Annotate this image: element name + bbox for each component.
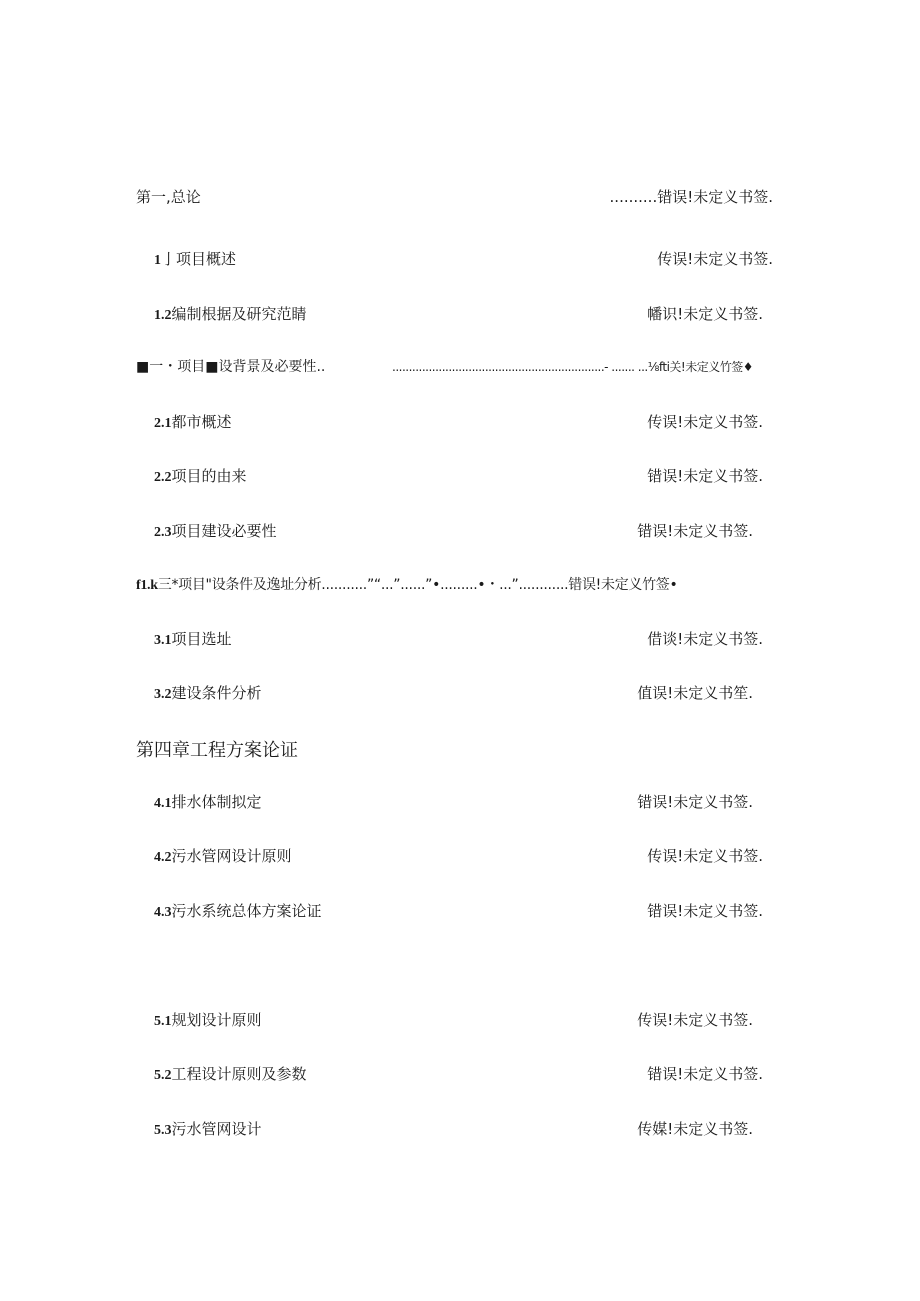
toc-section-text: 污水管网设计原则 (171, 847, 292, 865)
toc-page-ref: 值误!未定义书笙. (637, 684, 753, 702)
toc-section-text: 项目建设必要性 (171, 522, 277, 540)
toc-section-title[interactable] (154, 1062, 307, 1088)
toc-section-number: 3.2 (154, 687, 172, 702)
toc-section-number: 4.3 (154, 905, 172, 920)
toc-section-title[interactable] (154, 1008, 262, 1034)
toc-entry-5-3 (154, 1117, 753, 1141)
toc-section-text: 工程设计原则及参数 (171, 1065, 307, 1083)
toc-chapter-title[interactable]: 第一,总论 (136, 188, 201, 206)
toc-section-title[interactable] (154, 519, 277, 545)
toc-chapter-title[interactable]: 第四章工程方案论证 (136, 740, 298, 761)
toc-entry-2-3 (154, 519, 753, 543)
toc-section-text: 项目的由来 (171, 467, 247, 485)
toc-section-text: 污水系统总体方案论证 (171, 902, 322, 920)
toc-entry-4-3 (154, 899, 763, 923)
toc-section-number: 5.1 (154, 1014, 172, 1029)
toc-section-title[interactable] (154, 899, 322, 925)
toc-page-ref: 传误!未定义书签. (637, 1011, 753, 1029)
toc-chapter-title[interactable] (136, 573, 677, 598)
toc-entry-4-2 (154, 844, 763, 868)
toc-entry-chapter-2 (136, 355, 753, 379)
toc-chapter-number: f1.k (136, 578, 158, 593)
toc-section-text: 项目选址 (171, 630, 232, 648)
toc-section-text: 建设条件分析 (171, 684, 262, 702)
toc-section-number: 2.2 (154, 470, 172, 485)
toc-page-ref: ................................................................- ....... ...⅛fti关!未定义竹签♦ (392, 360, 753, 374)
toc-section-number: 1 (154, 253, 161, 268)
toc-section-title[interactable] (154, 627, 232, 653)
toc-section-title[interactable] (154, 681, 262, 707)
toc-entry-chapter-3 (136, 573, 766, 597)
toc-section-number: 4.2 (154, 850, 172, 865)
toc-page-ref: 错误!未定义书签. (637, 793, 753, 811)
toc-section-text: 规划设计原则 (171, 1011, 262, 1029)
toc-section-number: 1.2 (154, 308, 172, 323)
toc-page-ref: 错误!未定义书签. (647, 467, 763, 485)
toc-section-number: 5.2 (154, 1068, 172, 1083)
toc-page-ref: 幡识!未定义书签. (647, 305, 763, 323)
toc-section-text: 排水体制拟定 (171, 793, 262, 811)
toc-page-ref: 错误!未定义书签. (647, 902, 763, 920)
toc-section-title[interactable] (154, 844, 292, 870)
toc-section-title[interactable] (154, 302, 307, 328)
toc-section-number: 2.1 (154, 416, 172, 431)
toc-section-number: 5.3 (154, 1123, 172, 1138)
toc-page-ref: 错误!未定义书签. (637, 522, 753, 540)
toc-section-number: 2.3 (154, 525, 172, 540)
toc-section-text: 亅项目概述 (161, 250, 237, 268)
toc-section-number: 4.1 (154, 796, 172, 811)
toc-page-ref: 传误!未定义书签. (657, 250, 773, 268)
toc-entry-5-1 (154, 1008, 753, 1032)
toc-section-number: 3.1 (154, 633, 172, 648)
toc-section-text: 污水管网设计 (171, 1120, 262, 1138)
toc-page-ref: 传媒!未定义书签. (637, 1120, 753, 1138)
toc-entry-chapter-4 (136, 737, 536, 765)
toc-section-title[interactable] (154, 1117, 262, 1143)
toc-section-title[interactable] (154, 464, 247, 490)
toc-entry-5-2 (154, 1062, 763, 1086)
toc-entry-3-1 (154, 627, 763, 651)
toc-section-title[interactable] (154, 410, 232, 436)
toc-page-ref: 借谈!未定义书签. (647, 630, 763, 648)
toc-section-title[interactable] (154, 790, 262, 816)
toc-page-ref: ..........错误!未定义书签. (609, 188, 773, 206)
toc-page-ref: 传误!未定义书签. (647, 847, 763, 865)
toc-entry-3-2 (154, 681, 753, 705)
toc-page-ref: 传误!未定义书签. (647, 413, 763, 431)
toc-entry-chapter-1 (136, 185, 773, 209)
toc-chapter-text: 三*项目"设条件及逸址分析...........”“...”......”•.........•・...”............错误!未定义竹签• (157, 577, 678, 593)
toc-chapter-title[interactable]: ■一・项目■设背景及必要性.. (136, 359, 326, 375)
toc-entry-1-2 (154, 302, 763, 326)
toc-section-text: 编制根据及研究范睛 (171, 305, 307, 323)
toc-entry-1-1 (154, 247, 773, 271)
toc-entry-4-1 (154, 790, 753, 814)
toc-page-ref: 错误!未定义书签. (647, 1065, 763, 1083)
toc-entry-2-1 (154, 410, 763, 434)
toc-entry-2-2 (154, 464, 763, 488)
toc-section-title[interactable] (154, 247, 236, 273)
toc-section-text: 都市概述 (171, 413, 232, 431)
